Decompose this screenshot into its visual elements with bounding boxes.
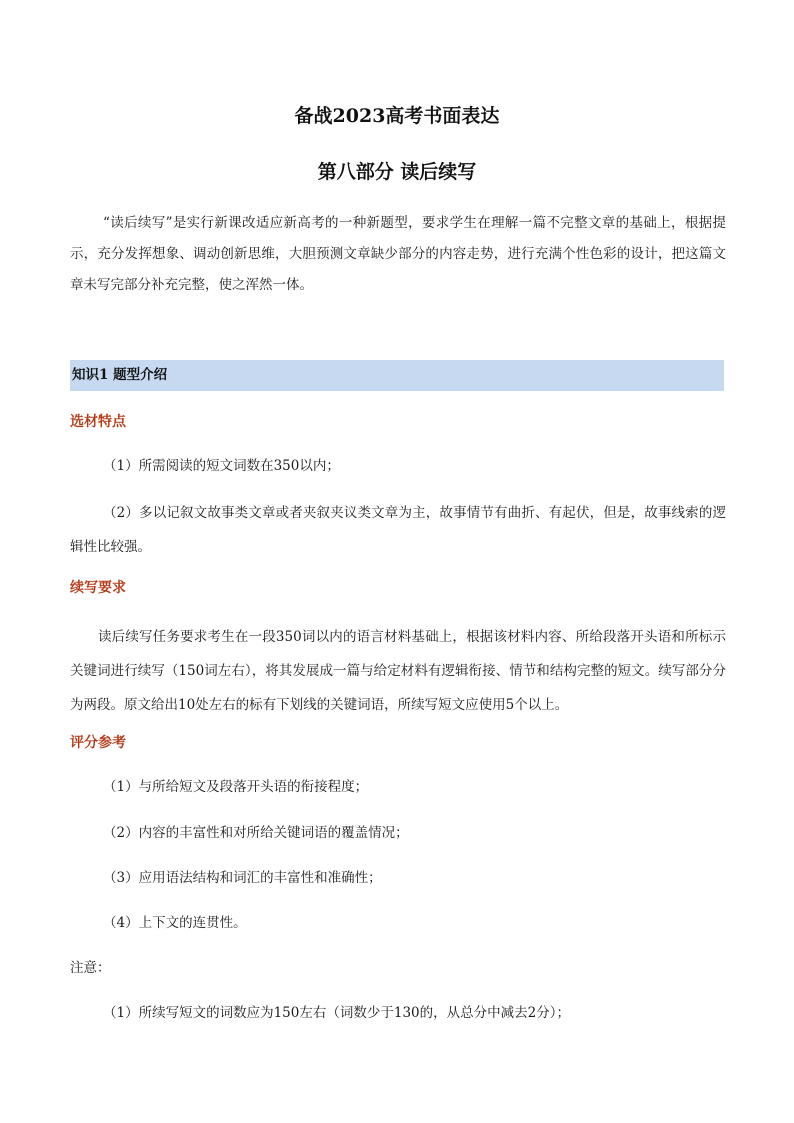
notes-label: 注意： xyxy=(70,960,111,976)
notes-item-1: （1）所续写短文的词数应为150左右（词数少于130的，从总分中减去2分）； xyxy=(103,1005,570,1021)
scoring-item-3: （3）应用语法结构和词汇的丰富性和准确性； xyxy=(103,870,382,886)
scoring-item-2: （2）内容的丰富性和对所给关键词语的覆盖情况； xyxy=(103,825,409,841)
scoring-heading: 评分参考 xyxy=(70,735,126,751)
section-band xyxy=(70,360,724,391)
material-item-2-text: （2）多以记叙文故事类文章或者夹叙夹议类文章为主，故事情节有曲折、有起伏，但是，故事线索的逻辑性比较强。 xyxy=(70,505,726,555)
requirements-paragraph: 读后续写任务要求考生在一段350词以内的语言材料基础上，根据该材料内容、所给段落开头语和所标示关键词进行续写（150词左右），将其发展成一篇与给定材料有逻辑衔接、情节和结构完整的短文。续写部分分为两段。原文给出10处左右的标有下划线的关键词语，所续写短文应使用5个以上。 xyxy=(70,629,726,713)
section-band-label: 知识1 题型介绍 xyxy=(72,367,168,383)
material-item-1: （1）所需阅读的短文词数在350以内； xyxy=(103,458,340,474)
scoring-item-4: （4）上下文的连贯性。 xyxy=(103,915,247,931)
material-item-2 xyxy=(70,496,726,564)
document-subtitle: 第八部分 读后续写 xyxy=(317,161,477,183)
document-title: 备战2023高考书面表达 xyxy=(294,105,500,127)
intro-paragraph: “读后续写”是实行新课改适应新高考的一种新题型，要求学生在理解一篇不完整文章的基础上，根据提示，充分发挥想象、调动创新思维，大胆预测文章缺少部分的内容走势，进行充满个性色彩的设计，把这篇文章未写完部分补充完整，使之浑然一体。 xyxy=(70,215,726,293)
scoring-item-1: （1）与所给短文及段落开头语的衔接程度； xyxy=(103,779,369,795)
requirements-heading: 续写要求 xyxy=(70,580,126,596)
material-heading: 选材特点 xyxy=(70,414,126,430)
